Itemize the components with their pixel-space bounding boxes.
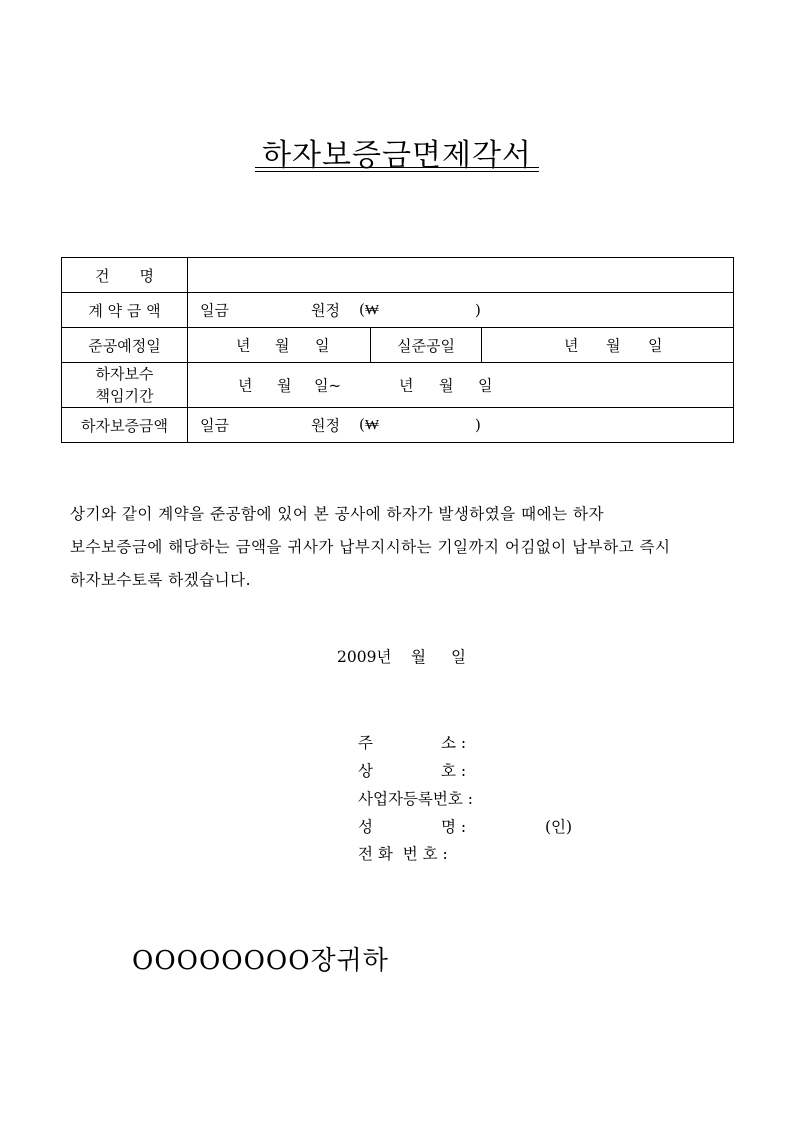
day-text: 일 [648, 336, 663, 355]
date-day: 일 [451, 648, 466, 666]
paragraph-line: 하자보수토록 하겠습니다. [70, 571, 252, 589]
company-label-b: 호 : [441, 762, 467, 780]
amount-prefix: 일금 [200, 301, 229, 320]
year-text: 년 [238, 376, 253, 395]
amount-prefix: 일금 [200, 416, 229, 435]
actual-completion-label: 실준공일 [371, 328, 482, 363]
date-month: 월 [411, 648, 426, 666]
company-label-a: 상 [358, 762, 373, 780]
contract-info-table [61, 257, 734, 443]
date-year: 2009년 [337, 648, 392, 666]
warranty-label-line1: 하자보수 [95, 365, 154, 383]
name-label-a: 성 [358, 818, 373, 836]
paragraph-line: 상기와 같이 계약을 준공함에 있어 본 공사에 하자가 발생하였을 때에는 하자 [70, 505, 604, 523]
day-text: 일~ [314, 376, 342, 395]
actual-completion-value [482, 328, 734, 363]
seal-mark: (인) [545, 818, 573, 836]
contract-amount-value [188, 293, 734, 328]
table-row [62, 363, 734, 408]
day-text: 일 [315, 336, 330, 355]
warranty-period-label [62, 363, 188, 408]
planned-completion-value [188, 328, 371, 363]
month-text: 월 [275, 336, 290, 355]
month-text: 월 [606, 336, 621, 355]
amount-open: (₩ [359, 415, 380, 434]
table-row [62, 258, 734, 293]
table-row [62, 408, 734, 443]
project-name-label: 건 명 [62, 258, 188, 293]
amount-close: ) [475, 416, 481, 434]
pledge-paragraph [70, 498, 730, 597]
project-name-value [188, 258, 734, 293]
year-text: 년 [564, 336, 579, 355]
address-label-a: 주 [358, 734, 373, 752]
year-text: 년 [399, 376, 414, 395]
name-label-b: 명 : [441, 818, 467, 836]
amount-close: ) [475, 301, 481, 319]
amount-unit: 원정 [311, 301, 340, 320]
phone-label: 전 화 번 호 : [358, 845, 448, 863]
contract-amount-label: 계 약 금 액 [62, 293, 188, 328]
document-title: 하자보증금면제각서 [262, 138, 532, 173]
addressee: OOOOOOOO장귀하 [132, 946, 389, 976]
paragraph-line: 보수보증금에 해당하는 금액을 귀사가 납부지시하는 기일까지 어김없이 납부하고 즉시 [70, 538, 671, 556]
table-row [62, 328, 734, 363]
amount-unit: 원정 [311, 416, 340, 435]
amount-open: (₩ [359, 300, 380, 319]
planned-completion-label: 준공예정일 [62, 328, 188, 363]
year-text: 년 [236, 336, 251, 355]
month-text: 월 [439, 376, 454, 395]
day-text: 일 [478, 376, 493, 395]
warranty-label-line2: 책임기간 [95, 387, 154, 405]
month-text: 월 [277, 376, 292, 395]
warranty-amount-value [188, 408, 734, 443]
warranty-amount-label: 하자보증금액 [62, 408, 188, 443]
address-label-b: 소 : [441, 734, 467, 752]
warranty-period-value [188, 363, 734, 408]
table-row [62, 293, 734, 328]
business-number-label: 사업자등록번호 : [358, 790, 473, 808]
title-underline [255, 167, 539, 172]
